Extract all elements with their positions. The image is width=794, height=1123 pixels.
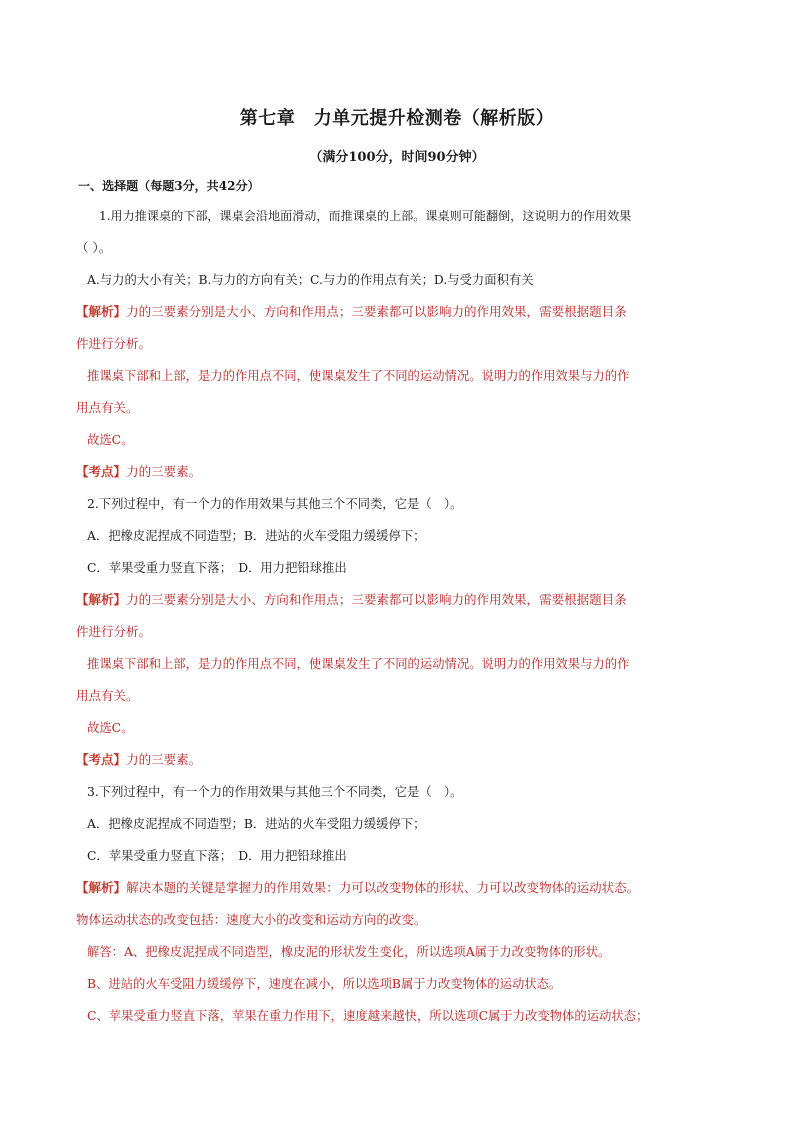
q2-analysis-tag: 【解析】 (76, 592, 127, 607)
q2-point-tag: 【考点】 (76, 752, 127, 767)
q2-answer: 故选C。 (87, 721, 134, 735)
page-subtitle: （满分100分，时间90分钟） (309, 150, 485, 165)
q2-options-ab: A．把橡皮泥捏成不同造型；B．进站的火车受阻力缓缓停下； (87, 529, 426, 543)
q1-analysis-line-3: 推课桌下部和上部，是力的作用点不同，使课桌发生了不同的运动情况。说明力的作用效果与力的作 (87, 369, 630, 383)
q1-point-tag: 【考点】 (76, 464, 127, 479)
q2-stem: 2.下列过程中，有一个力的作用效果与其他三个不同类，它是（ ）。 (87, 497, 463, 511)
q3-analysis-tag: 【解析】 (76, 880, 127, 895)
q2-analysis-line-2: 件进行分析。 (76, 624, 152, 639)
q2-analysis-line-4: 用点有关。 (76, 688, 139, 703)
q3-solution-a: 解答：A、把橡皮泥捏成不同造型，橡皮泥的形状发生变化，所以选项A属于力改变物体的形状。 (87, 945, 611, 959)
q3-stem: 3.下列过程中，有一个力的作用效果与其他三个不同类，它是（ ）。 (87, 785, 463, 799)
page-title: 第七章 力单元提升检测卷（解析版） (239, 108, 555, 129)
q2-analysis-line-3: 推课桌下部和上部，是力的作用点不同，使课桌发生了不同的运动情况。说明力的作用效果与力的作 (87, 657, 630, 671)
q1-options: A.与力的大小有关；B.与力的方向有关；C.与力的作用点有关；D.与受力面积有关 (87, 273, 534, 287)
q1-analysis-line-1 (0, 302, 794, 322)
section-heading: 一、选择题（每题3分，共42分） (78, 179, 260, 193)
q1-point-line (0, 462, 794, 482)
q3-options-cd: C．苹果受重力竖直下落； D．用力把铅球推出 (87, 849, 347, 863)
q1-stem-line-2: （ ）。 (76, 240, 112, 255)
q3-analysis-line-2: 物体运动状态的改变包括：速度大小的改变和运动方向的改变。 (76, 912, 427, 927)
q1-analysis-text: 力的三要素分别是大小、方向和作用点；三要素都可以影响力的作用效果，需要根据题目条 (126, 304, 627, 319)
q1-answer: 故选C。 (87, 433, 134, 447)
q1-analysis-line-4: 用点有关。 (76, 400, 139, 415)
q2-point-line (0, 750, 794, 770)
q3-solution-c: C、苹果受重力竖直下落，苹果在重力作用下，速度越来越快，所以选项C属于力改变物体的运动状态； (87, 1009, 649, 1023)
q1-analysis-tag: 【解析】 (76, 304, 127, 319)
q2-analysis-text: 力的三要素分别是大小、方向和作用点；三要素都可以影响力的作用效果，需要根据题目条 (126, 592, 627, 607)
q1-analysis-line-2: 件进行分析。 (76, 336, 152, 351)
q2-analysis-line-1 (0, 590, 794, 610)
q2-options-cd: C．苹果受重力竖直下落； D．用力把铅球推出 (87, 561, 347, 575)
q3-analysis-text: 解决本题的关键是掌握力的作用效果：力可以改变物体的形状、力可以改变物体的运动状态。 (126, 880, 640, 895)
q3-analysis-line-1 (0, 878, 794, 898)
q3-solution-b: B、进站的火车受阻力缓缓停下，速度在减小，所以选项B属于力改变物体的运动状态。 (87, 977, 562, 991)
q1-stem-line-1: 1.用力推课桌的下部，课桌会沿地面滑动，而推课桌的上部。课桌则可能翻倒，这说明力的作用效果 (99, 209, 632, 223)
q3-options-ab: A．把橡皮泥捏成不同造型；B．进站的火车受阻力缓缓停下； (87, 817, 426, 831)
q1-point-text: 力的三要素。 (126, 464, 202, 479)
q2-point-text: 力的三要素。 (126, 752, 202, 767)
